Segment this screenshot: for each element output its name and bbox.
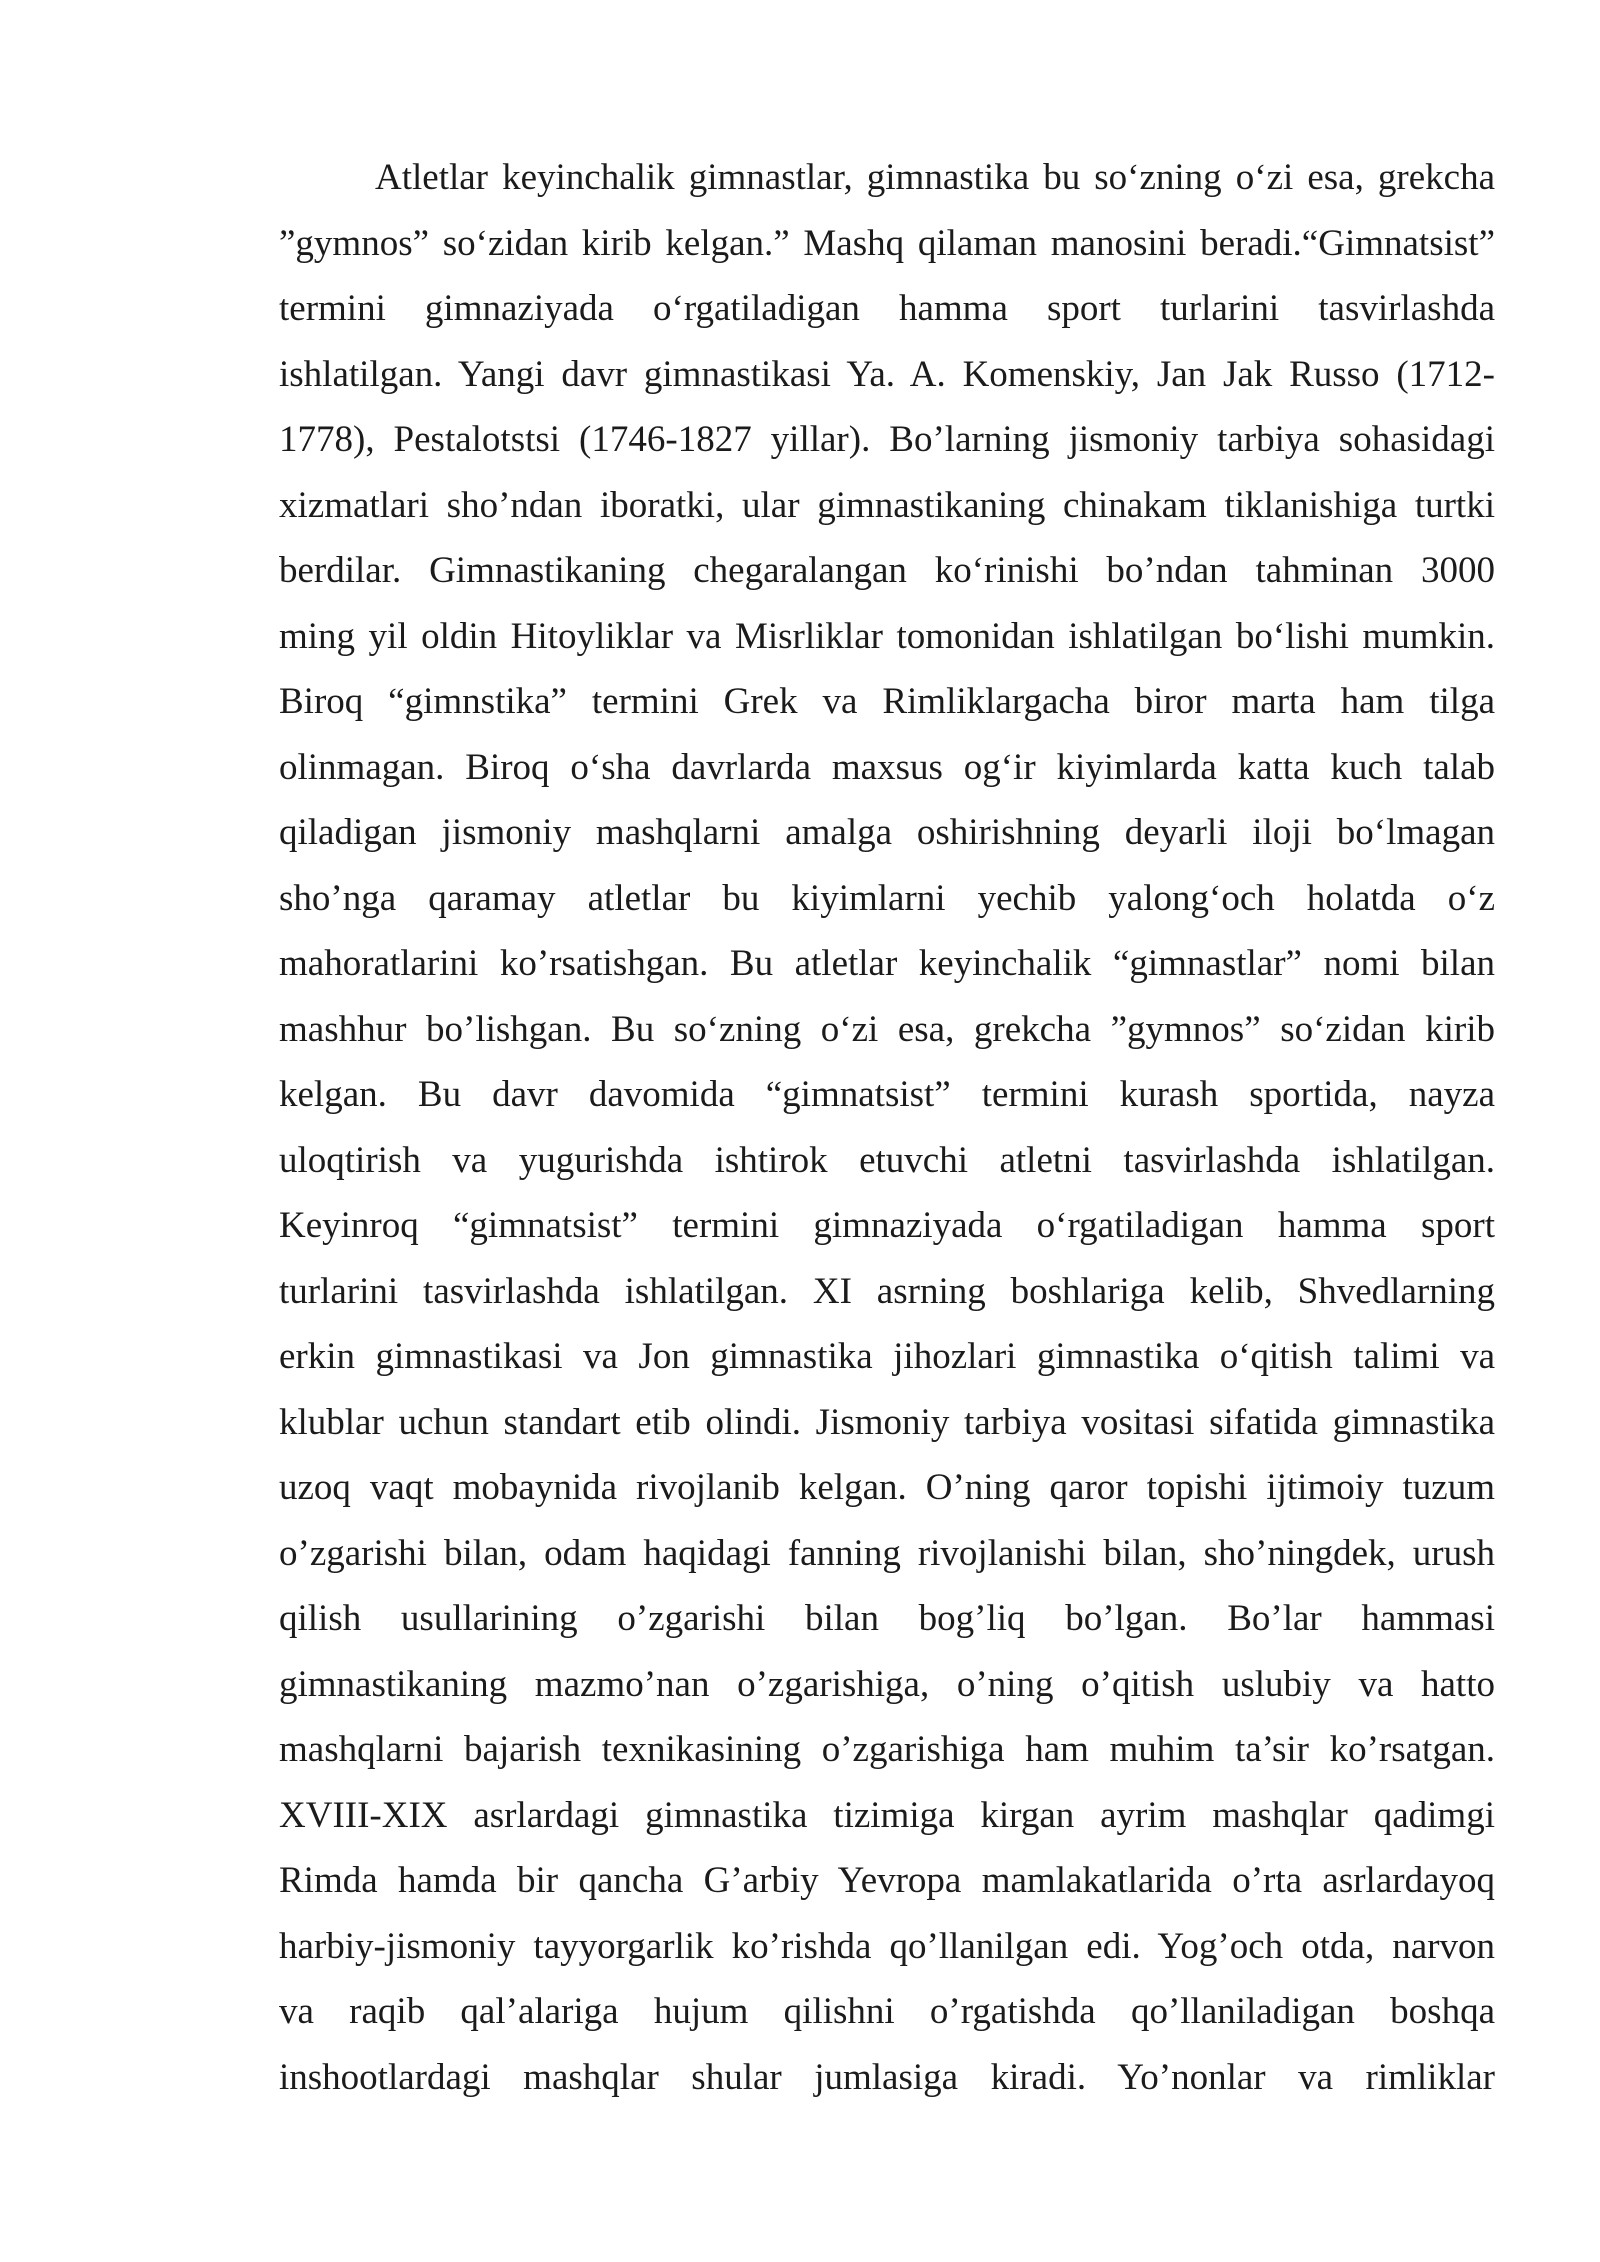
- text-line: sho’nga qaramay atletlar bu kiyimlarni yechib yalong‘och holatda o‘z: [279, 877, 1495, 919]
- text-line: uzoq vaqt mobaynida rivojlanib kelgan. O’ning qaror topishi ijtimoiy tuzum: [279, 1467, 1495, 1508]
- text-line: kelgan. Bu davr davomida “gimnatsist” termini kurash sportida, nayza: [279, 1074, 1495, 1115]
- text-line: uloqtirish va yugurishda ishtirok etuvchi atletni tasvirlashda ishlatilgan.: [279, 1139, 1495, 1181]
- text-line: ”gymnos” so‘zidan kirib kelgan.” Mashq qilaman manosini beradi.“Gimnatsist”: [279, 222, 1495, 264]
- text-line: va raqib qal’alariga hujum qilishni o’rgatishda qo’llaniladigan boshqa: [279, 1991, 1495, 2032]
- text-line: olinmagan. Biroq o‘sha davrlarda maxsus og‘ir kiyimlarda katta kuch talab: [279, 746, 1495, 788]
- text-line: 1778), Pestalotstsi (1746-1827 yillar). Bo’larning jismoniy tarbiya sohasidagi: [279, 419, 1495, 460]
- text-line: mashqlarni bajarish texnikasining o’zgarishiga ham muhim ta’sir ko’rsatgan.: [279, 1729, 1495, 1770]
- text-line: turlarini tasvirlashda ishlatilgan. XI asrning boshlariga kelib, Shvedlarning: [279, 1270, 1495, 1312]
- text-line: berdilar. Gimnastikaning chegaralangan ko‘rinishi bo’ndan tahminan 3000: [279, 550, 1495, 591]
- body-paragraph: [279, 145, 1495, 2110]
- text-line: Rimda hamda bir qancha G’arbiy Yevropa mamlakatlarida o’rta asrlardayoq: [279, 1860, 1495, 1901]
- text-line: qiladigan jismoniy mashqlarni amalga oshirishning deyarli iloji bo‘lmagan: [279, 812, 1495, 853]
- text-line: XVIII-XIX asrlardagi gimnastika tizimiga kirgan ayrim mashqlar qadimgi: [279, 1794, 1495, 1836]
- text-line: erkin gimnastikasi va Jon gimnastika jihozlari gimnastika o‘qitish talimi va: [279, 1336, 1495, 1377]
- text-line: Atletlar keyinchalik gimnastlar, gimnastika bu so‘zning o‘zi esa, grekcha: [375, 157, 1495, 198]
- text-line: klublar uchun standart etib olindi. Jismoniy tarbiya vositasi sifatida gimnastika: [279, 1401, 1495, 1443]
- text-line: o’zgarishi bilan, odam haqidagi fanning rivojlanishi bilan, sho’ningdek, urush: [279, 1532, 1495, 1574]
- text-line: gimnastikaning mazmo’nan o’zgarishiga, o’ning o’qitish uslubiy va hatto: [279, 1663, 1495, 1705]
- text-line: xizmatlari sho’ndan iboratki, ular gimnastikaning chinakam tiklanishiga turtki: [279, 484, 1495, 526]
- text-line: ming yil oldin Hitoyliklar va Misrliklar tomonidan ishlatilgan bo‘lishi mumkin.: [279, 615, 1495, 657]
- text-line: Keyinroq “gimnatsist” termini gimnaziyada o‘rgatiladigan hamma sport: [279, 1205, 1495, 1246]
- text-line: qilish usullarining o’zgarishi bilan bog’liq bo’lgan. Bo’lar hammasi: [279, 1598, 1495, 1639]
- text-line: termini gimnaziyada o‘rgatiladigan hamma sport turlarini tasvirlashda: [279, 288, 1495, 329]
- text-line: ishlatilgan. Yangi davr gimnastikasi Ya. A. Komenskiy, Jan Jak Russo (1712-: [279, 353, 1495, 395]
- text-line: mashhur bo’lishgan. Bu so‘zning o‘zi esa, grekcha ”gymnos” so‘zidan kirib: [279, 1008, 1495, 1050]
- text-line: inshootlardagi mashqlar shular jumlasiga kiradi. Yo’nonlar va rimliklar: [279, 2056, 1495, 2098]
- text-line: harbiy-jismoniy tayyorgarlik ko’rishda qo’llanilgan edi. Yog’och otda, narvon: [279, 1925, 1495, 1967]
- text-line: Biroq “gimnstika” termini Grek va Rimliklargacha biror marta ham tilga: [279, 681, 1495, 722]
- text-line: mahoratlarini ko’rsatishgan. Bu atletlar keyinchalik “gimnastlar” nomi bilan: [279, 943, 1495, 984]
